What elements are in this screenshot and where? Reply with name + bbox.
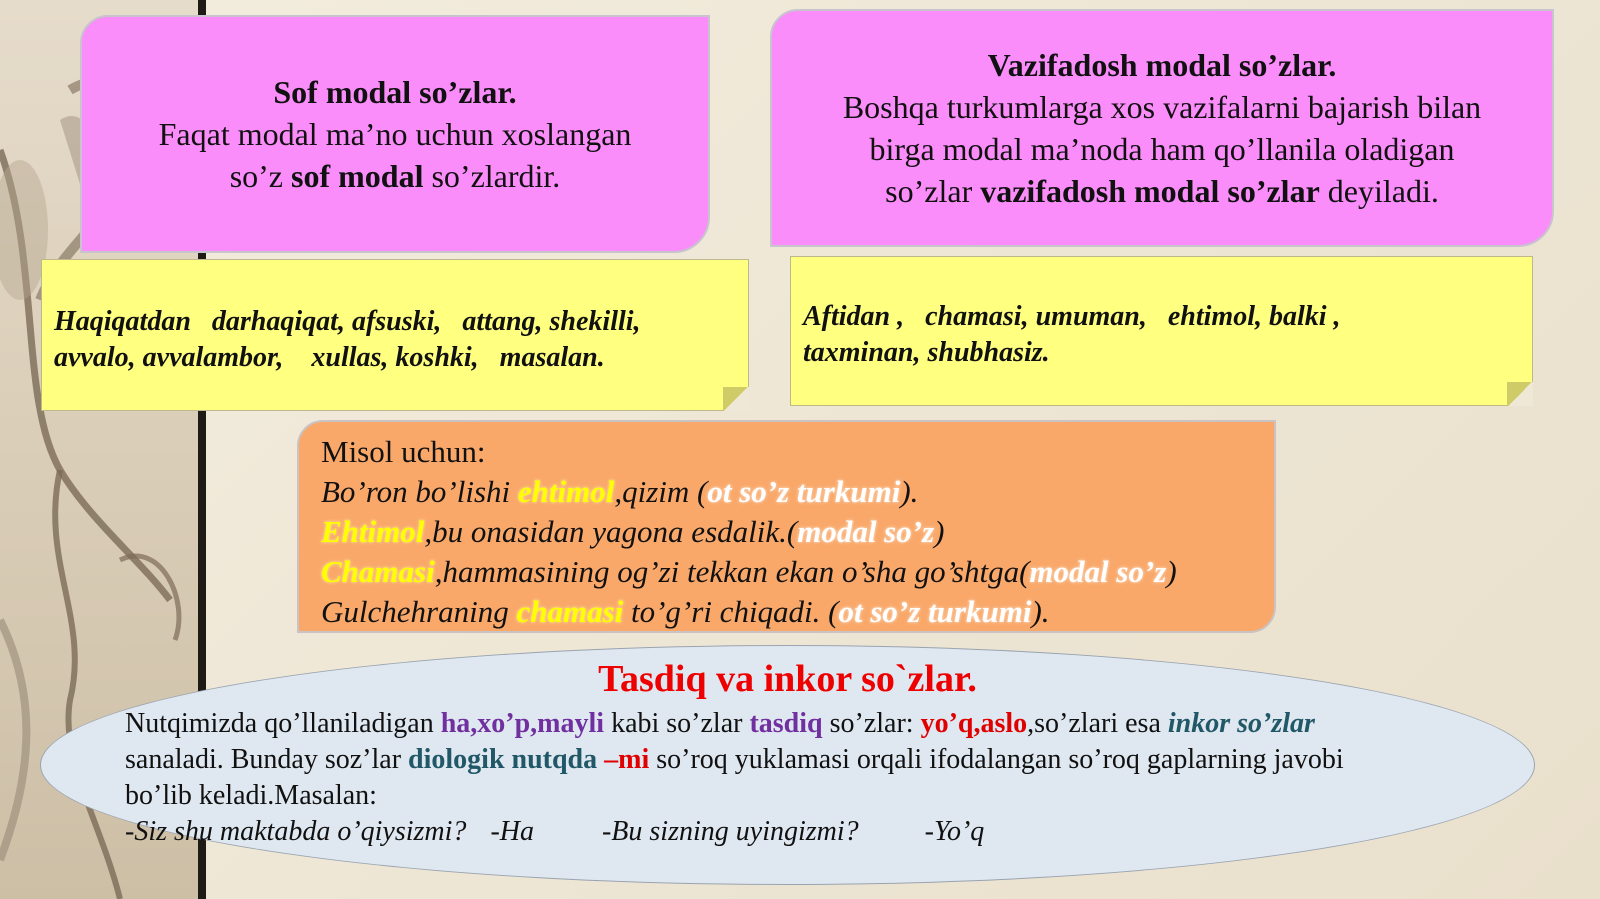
misol-examples-box [297, 420, 1276, 633]
misol-sentence-2: Ehtimol,bu onasidan yagona esdalik.(modal so’z) [321, 514, 945, 549]
sof-modal-line1: Faqat modal ma’no uchun xoslangan [158, 116, 632, 152]
tasdiq-inkor-title: Tasdiq va inkor so`zlar. [598, 658, 977, 700]
tasdiq-dialog-examples: -Siz shu maktabda o’qiysizmi? -Ha -Bu sizning uyingizmi? -Yo’q [125, 816, 985, 847]
tasdiq-line3: bo’lib keladi.Masalan: [125, 780, 377, 811]
vazifadosh-line1: Boshqa turkumlarga xos vazifalarni bajarish bilan [842, 89, 1482, 125]
sof-modal-title: Sof modal so’zlar. [273, 74, 517, 110]
tasdiq-line1: Nutqimizda qo’llaniladigan ha,xo’p,mayli kabi so’zlar tasdiq so’zlar: yo’q,aslo,so’zlari esa inkor so’zlar [125, 708, 1315, 739]
tasdiq-inkor-body [125, 706, 1455, 850]
vazifadosh-modal-definition-box [770, 9, 1554, 247]
misol-sentence-3: Chamasi,hammasining og’zi tekkan ekan o’sha go’shtga(modal so’z) [321, 554, 1177, 589]
vazifadosh-examples-note [790, 256, 1533, 406]
vaz-examples-line1: Aftidan , chamasi, umuman, ehtimol, balki , [803, 301, 1341, 332]
sof-examples-line2: avvalo, avvalambor, xullas, koshki, masalan. [54, 342, 605, 373]
sof-modal-examples-note [41, 259, 749, 411]
sof-modal-definition-box [80, 15, 710, 253]
sof-examples-line1: Haqiqatdan darhaqiqat, afsuski, attang, shekilli, [54, 306, 641, 337]
tasdiq-inkor-ellipse [40, 645, 1535, 885]
sof-modal-line2: so’z sof modal so’zlardir. [229, 158, 561, 194]
misol-sentence-1: Bo’ron bo’lishi ehtimol,qizim (ot so’z turkumi). [321, 474, 919, 509]
note-fold-corner [1507, 382, 1533, 406]
vaz-examples-line2: taxminan, shubhasiz. [803, 337, 1050, 368]
vazifadosh-line3: so’zlar vazifadosh modal so’zlar deyiladi. [885, 173, 1439, 209]
misol-sentence-4: Gulchehraning chamasi to’g’ri chiqadi. (ot so’z turkumi). [321, 594, 1050, 629]
vazifadosh-modal-title: Vazifadosh modal so’zlar. [987, 47, 1337, 83]
tasdiq-line2: sanaladi. Bunday soz’lar diologik nutqda –mi so’roq yuklamasi orqali ifodalangan so’roq gaplarning javobi [125, 744, 1344, 775]
misol-heading: Misol uchun: [321, 434, 486, 469]
vazifadosh-line2: birga modal ma’noda ham qo’llanila oladigan [869, 131, 1455, 167]
note-fold-corner [723, 387, 749, 411]
